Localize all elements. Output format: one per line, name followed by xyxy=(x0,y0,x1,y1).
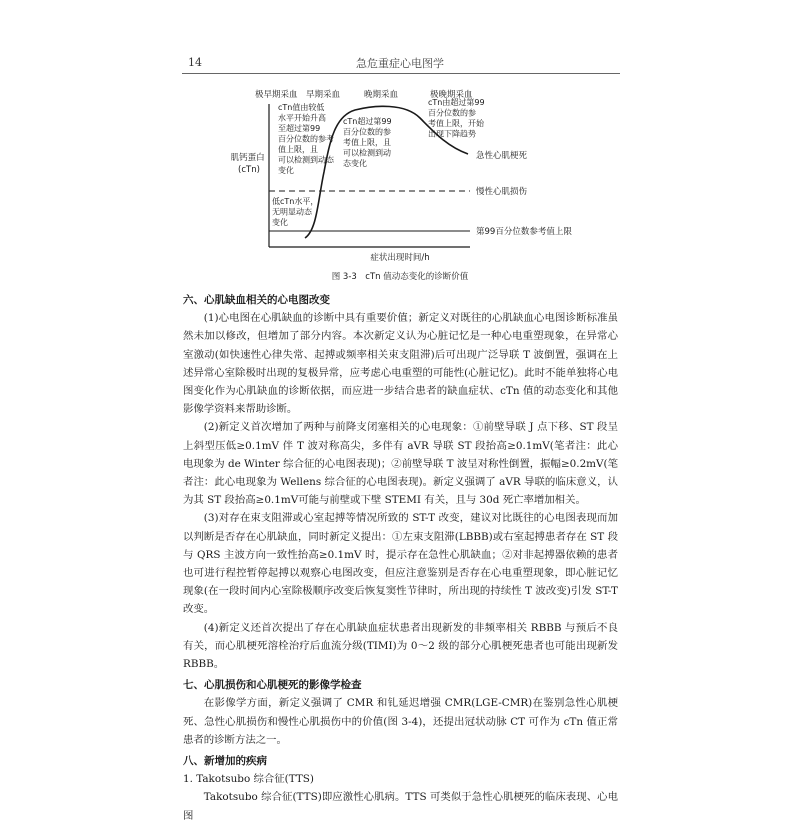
annotation-line: 可以检测到动 xyxy=(343,148,391,158)
label-reference-limit: 第99百分位数参考值上限 xyxy=(476,227,572,237)
phase-label-early: 早期采血 xyxy=(306,90,341,100)
annotation-line: 至超过第99 xyxy=(278,124,321,133)
section-heading: 八、新增加的疾病 xyxy=(183,755,267,768)
annotation-line: 百分位数的参 xyxy=(343,127,391,137)
paragraph: (4)新定义还首次提出了存在心肌缺血症状患者出现新发的非频率相关 RBBB 与预后不良有关，而心肌梗死溶栓治疗后血流分级(TIMI)为 0～2 级的部分心肌梗死患者也可能出现新发 RBBB。 xyxy=(183,621,618,671)
body-text xyxy=(183,291,618,825)
phase-label-very-early: 极早期采血 xyxy=(255,90,298,100)
annotation-line: 百分位数的参 xyxy=(428,108,476,118)
annotation-peak xyxy=(343,116,394,168)
annotation-line: 考值上限，开始 xyxy=(428,119,484,128)
paragraph: Takotsubo 综合征(TTS)即应激性心肌病。TTS 可类似于急性心肌梗死的临床表现、心电图 xyxy=(183,791,618,822)
annotation-early-rise xyxy=(278,102,337,175)
y-axis-label-line: (cTn) xyxy=(238,165,260,175)
paragraph: (3)对存在束支阻滞或心室起搏等情况所致的 ST-T 改变，建议对比既往的心电图表现而加以判断是否存在心肌缺血，同时新定义提出：①左束支阻滞(LBBB)或右室起搏患者存在 ST 段与 QRS 主波方向一致性抬高≥0.1mV 时，提示存在急性心肌缺血；②对非起搏器依赖的患者也可进行程控暂停起搏以观察心电图改变，但应注意鉴别是否存在心电重塑现象，即心脏记忆现象(在一段时间内心室除极顺序改变后恢复窦性节律时，所出现的持续性 T 波改变)引发 ST-T 改变。 xyxy=(183,512,618,616)
label-acute-mi: 急性心肌梗死 xyxy=(476,151,528,161)
running-header-title: 急危重症心电图学 xyxy=(356,57,444,70)
section-heading: 七、心肌损伤和心肌梗死的影像学检查 xyxy=(183,679,362,692)
phase-label-very-late: 极晚期采血 xyxy=(430,90,473,100)
annotation-line: 变化 xyxy=(272,218,288,227)
y-axis-label xyxy=(231,152,268,175)
annotation-line: 百分位数的参考 xyxy=(278,134,334,144)
annotation-line: 可以检测到动态 xyxy=(278,155,334,165)
annotation-line: cTn由超过第99 xyxy=(428,98,485,107)
annotation-line: 水平开始升高 xyxy=(278,113,326,123)
annotation-line: cTn超过第99 xyxy=(343,117,392,126)
subsection-heading: 1. Takotsubo 综合征(TTS) xyxy=(183,773,314,786)
annotation-line: 无明显动态 xyxy=(272,207,312,217)
ctn-dynamics-figure xyxy=(0,0,800,290)
annotation-line: 值上限，且 xyxy=(278,145,318,154)
annotation-line: 态变化 xyxy=(343,159,367,168)
annotation-line: 低cTn水平， xyxy=(272,197,319,206)
annotation-line: 变化 xyxy=(278,166,294,175)
paragraph: (1)心电图在心肌缺血的诊断中具有重要价值；新定义对既往的心肌缺血心电图诊断标准虽然未加以修改，但增加了部分内容。本次新定义认为心脏记忆是一种心电重塑现象，在异常心室激动(如快速性心律失常、起搏或频率相关束支阻滞)后可出现广泛导联 T 波倒置，强调在上述异常心室除极时出现的复极异常，应考虑心电重塑的可能性(心脏记忆)。此时不能单独将心电图变化作为心肌缺血的诊断依据，而应进一步结合患者的缺血症状、cTn 值的动态变化和其他影像学资料来帮助诊断。 xyxy=(183,312,618,416)
paragraph: (2)新定义首次增加了两种与前降支闭塞相关的心电现象：①前壁导联 J 点下移、ST 段呈上斜型压低≥0.1mV 伴 T 波对称高尖，多伴有 aVR 导联 ST 段抬高≥0.1mV(笔者注：此心电现象为 de Winter 综合征的心电图表现)；②前壁导联 T 波呈对称性倒置，振幅≥0.2mV(笔者注：此心电现象为 Wellens 综合征的心电图表现)。新定义强调了 aVR 导联的临床意义，认为其 ST 段抬高≥0.1mV可能与前壁或下壁 STEMI 有关，且与 30d 死亡率增加相关。 xyxy=(183,421,618,507)
phase-label-late: 晚期采血 xyxy=(364,90,399,100)
annotation-line: 出现下降趋势 xyxy=(428,129,476,139)
y-axis-label-line: 肌钙蛋白 xyxy=(230,153,265,163)
annotation-line: cTn值由较低 xyxy=(278,103,325,112)
paragraph: 在影像学方面，新定义强调了 CMR 和钆延迟增强 CMR(LGE-CMR)在鉴别急性心肌梗死、急性心肌损伤和慢性心肌损伤中的价值(图 3-4)，还提出冠状动脉 CT 可作为 cTn 值正常患者的诊断方法之一。 xyxy=(183,697,618,746)
annotation-line: 考值上限，且 xyxy=(343,138,391,147)
page-number: 14 xyxy=(188,56,202,69)
annotation-decline xyxy=(428,97,487,139)
x-axis-label: 症状出现时间/h xyxy=(370,253,430,263)
label-chronic-injury: 慢性心肌损伤 xyxy=(476,187,528,197)
section-heading: 六、心肌缺血相关的心电图改变 xyxy=(183,294,330,306)
figure-caption: 图 3-3 cTn 值动态变化的诊断价值 xyxy=(331,272,469,282)
